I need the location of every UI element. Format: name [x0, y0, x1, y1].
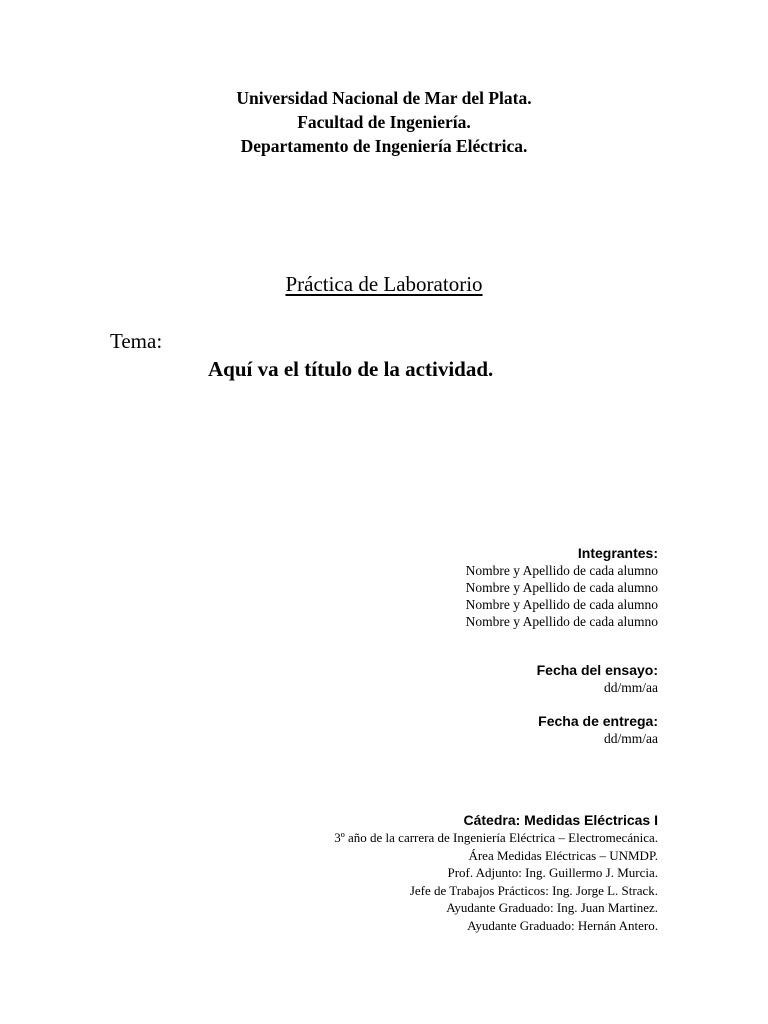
member-name: Nombre y Apellido de cada alumno	[465, 563, 658, 578]
fecha-ensayo-block	[537, 662, 658, 696]
university-name: Universidad Nacional de Mar del Plata.	[236, 88, 532, 108]
member-name: Nombre y Apellido de cada alumno	[465, 580, 658, 595]
department-name: Departamento de Ingeniería Eléctrica.	[240, 136, 528, 156]
integrantes-heading: Integrantes:	[577, 545, 658, 561]
catedra-line: Jefe de Trabajos Prácticos: Ing. Jorge L. Strack.	[409, 882, 658, 898]
catedra-block	[334, 812, 658, 934]
activity-title: Aquí va el título de la actividad.	[208, 357, 494, 381]
catedra-line: Prof. Adjunto: Ing. Guillermo J. Murcia.	[447, 865, 658, 880]
fecha-ensayo-heading: Fecha del ensayo:	[536, 662, 658, 678]
document-title: Práctica de Laboratorio	[285, 272, 483, 296]
catedra-line: 3º año de la carrera de Ingeniería Eléctrica – Electromecánica.	[334, 830, 658, 845]
tema-label: Tema:	[110, 329, 163, 353]
fecha-entrega-block	[538, 713, 658, 747]
fecha-entrega-heading: Fecha de entrega:	[538, 713, 658, 729]
faculty-name: Facultad de Ingeniería.	[297, 112, 471, 132]
institution-header	[0, 86, 768, 158]
member-name: Nombre y Apellido de cada alumno	[465, 597, 658, 612]
fecha-ensayo-value: dd/mm/aa	[604, 680, 658, 695]
integrantes-block	[466, 545, 658, 630]
catedra-heading: Cátedra: Medidas Eléctricas I	[463, 812, 658, 828]
catedra-line: Área Medidas Eléctricas – UNMDP.	[468, 847, 658, 863]
member-name: Nombre y Apellido de cada alumno	[465, 614, 658, 629]
catedra-line: Ayudante Graduado: Hernán Antero.	[467, 917, 658, 933]
fecha-entrega-value: dd/mm/aa	[604, 731, 658, 746]
catedra-line: Ayudante Graduado: Ing. Juan Martinez.	[446, 900, 658, 915]
